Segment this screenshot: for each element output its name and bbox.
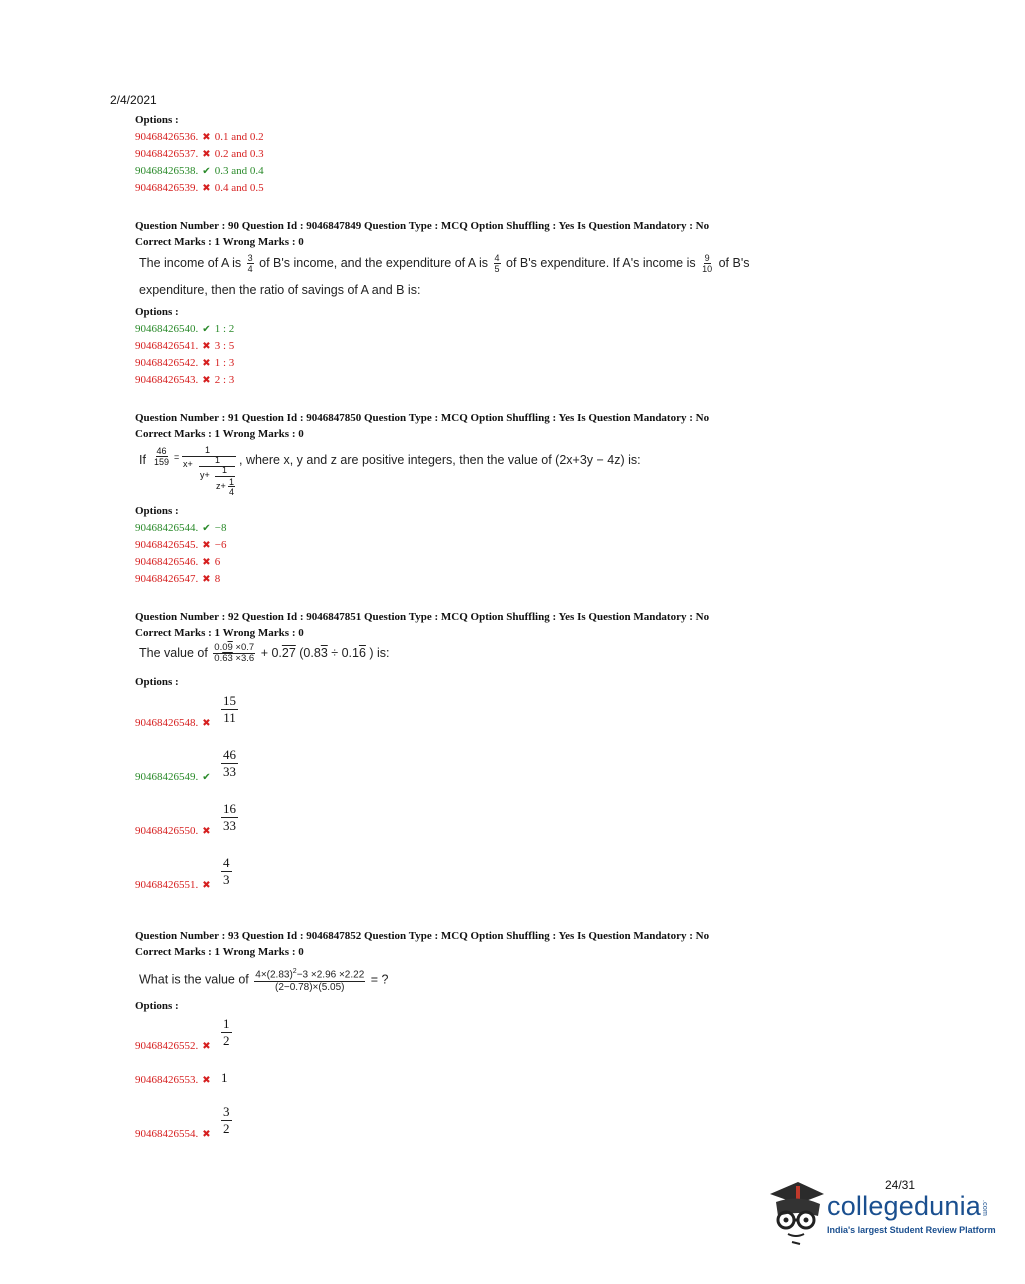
option-row: 90468426553. ✖ 1 — [135, 1070, 335, 1090]
fraction: 16 33 — [223, 801, 236, 833]
wrong-icon: ✖ — [202, 375, 211, 386]
q92-meta: Question Number : 92 Question Id : 9046847851 Question Type : MCQ Option Shuffling : Yes Is Question Mandatory : No Correct Marks : 1 Wrong Marks : 0 — [135, 611, 710, 639]
wrong-icon: ✖ — [202, 826, 211, 837]
wrong-icon: ✖ — [202, 1129, 211, 1140]
check-icon: ✔ — [202, 523, 211, 534]
wrong-icon: ✖ — [202, 718, 211, 729]
option-row: 90468426546. ✖ 6 — [135, 554, 226, 571]
option-row: 90468426544. ✔ −8 — [135, 520, 226, 537]
option-row: 90468426554. ✖ 3 2 — [135, 1104, 335, 1144]
brand-logo-text: collegedunia.com — [827, 1191, 989, 1221]
wrong-icon: ✖ — [202, 574, 211, 585]
option-row: 90468426547. ✖ 8 — [135, 571, 226, 588]
fraction-bar — [199, 466, 235, 467]
q90-meta: Question Number : 90 Question Id : 9046847849 Question Type : MCQ Option Shuffling : Yes Is Question Mandatory : No Correct Marks : 1 Wrong Marks : 0 — [135, 220, 710, 248]
fraction: 1 2 — [223, 1016, 230, 1048]
options-label: Options : — [135, 676, 179, 688]
wrong-icon: ✖ — [202, 183, 211, 194]
wrong-icon: ✖ — [202, 149, 211, 160]
option-row: 90468426543. ✖ 2 : 3 — [135, 372, 234, 389]
wrong-icon: ✖ — [202, 880, 211, 891]
option-row: 90468426549. ✔ 46 33 — [135, 747, 335, 787]
option-row: 90468426536. ✖ 0.1 and 0.2 — [135, 129, 264, 146]
fraction: $\frac{46}{159}$ — [154, 446, 170, 467]
check-icon: ✔ — [202, 324, 211, 335]
check-icon: ✔ — [202, 166, 211, 177]
wrong-icon: ✖ — [202, 540, 211, 551]
wrong-icon: ✖ — [202, 1075, 211, 1086]
page-number: 24/31 — [885, 1178, 916, 1192]
option-row: 90468426541. ✖ 3 : 5 — [135, 338, 234, 355]
option-row: 90468426552. ✖ 1 2 — [135, 1016, 335, 1056]
fraction: $\frac{0.09 \times 0.7}{0.63 \times 3.6}$ — [214, 642, 255, 664]
wrong-icon: ✖ — [202, 1041, 211, 1052]
option-row: 90468426540. ✔ 1 : 2 — [135, 321, 234, 338]
fraction: 46 33 — [223, 747, 236, 779]
fraction: $\frac{4\times(2.83)^2-3 \times 2.96 \times 2.22}{(2-0.78)\times(5.05)}$ — [255, 968, 365, 994]
fraction: 4 3 — [223, 855, 230, 887]
q90-question-text-2: expenditure, then the ratio of savings of A and B is: — [139, 283, 421, 297]
q91-question-text: If $\frac{46}{159}$ = 1 x+ 1 y+ 1 z+ 1 4 , where x, y and z are positive integers, then the value of (2x+3y − 4z) is: — [139, 445, 641, 497]
fraction: 3 2 — [223, 1104, 230, 1136]
fraction: $\frac{4}{5}$ — [494, 253, 500, 274]
option-row: 90468426542. ✖ 1 : 3 — [135, 355, 234, 372]
option-row: 90468426548. ✖ 15 11 — [135, 693, 335, 733]
q89-options — [135, 129, 264, 197]
wrong-icon: ✖ — [202, 132, 211, 143]
brand-tagline: India's largest Student Review Platform — [827, 1225, 996, 1235]
options-label: Options : — [135, 306, 179, 318]
q93-meta: Question Number : 93 Question Id : 9046847852 Question Type : MCQ Option Shuffling : Yes Is Question Mandatory : No Correct Marks : 1 Wrong Marks : 0 — [135, 930, 710, 958]
print-date: 2/4/2021 — [110, 93, 157, 107]
options-label: Options : — [135, 1000, 179, 1012]
option-row: 90468426551. ✖ 4 3 — [135, 855, 335, 895]
q92-question-text: The value of $\frac{0.09 \times 0.7}{0.63 \times 3.6}$ + 0.27 (0.83 ÷ 0.16 ) is: — [139, 642, 390, 664]
wrong-icon: ✖ — [202, 358, 211, 369]
option-row: 90468426538. ✔ 0.3 and 0.4 — [135, 163, 264, 180]
q90-options — [135, 321, 234, 389]
q93-question-text: What is the value of $\frac{4\times(2.83)^2-3 \times 2.96 \times 2.22}{(2-0.78)\times(5.05)}$ = ? — [139, 968, 389, 994]
options-label: Options : — [135, 114, 179, 126]
fraction: $\frac{9}{10}$ — [702, 253, 713, 274]
q90-question-text: The income of A is $\frac{3}{4}$ of B's income, and the expenditure of A is $\frac{4}{5}$ of B's expenditure. If A's income is $\frac{9}{10}$ of B's — [139, 253, 750, 274]
check-icon: ✔ — [202, 772, 211, 783]
wrong-icon: ✖ — [202, 557, 211, 568]
fraction: 15 11 — [223, 693, 236, 725]
option-row: 90468426539. ✖ 0.4 and 0.5 — [135, 180, 264, 197]
collegedunia-mascot-icon — [768, 1180, 828, 1246]
q91-meta: Question Number : 91 Question Id : 9046847850 Question Type : MCQ Option Shuffling : Yes Is Question Mandatory : No Correct Marks : 1 Wrong Marks : 0 — [135, 412, 710, 440]
option-row: 90468426537. ✖ 0.2 and 0.3 — [135, 146, 264, 163]
fraction: $\frac{3}{4}$ — [247, 253, 253, 274]
options-label: Options : — [135, 505, 179, 517]
wrong-icon: ✖ — [202, 341, 211, 352]
fraction-bar — [182, 456, 236, 457]
q91-options — [135, 520, 226, 588]
option-row: 90468426550. ✖ 16 33 — [135, 801, 335, 841]
option-row: 90468426545. ✖ −6 — [135, 537, 226, 554]
